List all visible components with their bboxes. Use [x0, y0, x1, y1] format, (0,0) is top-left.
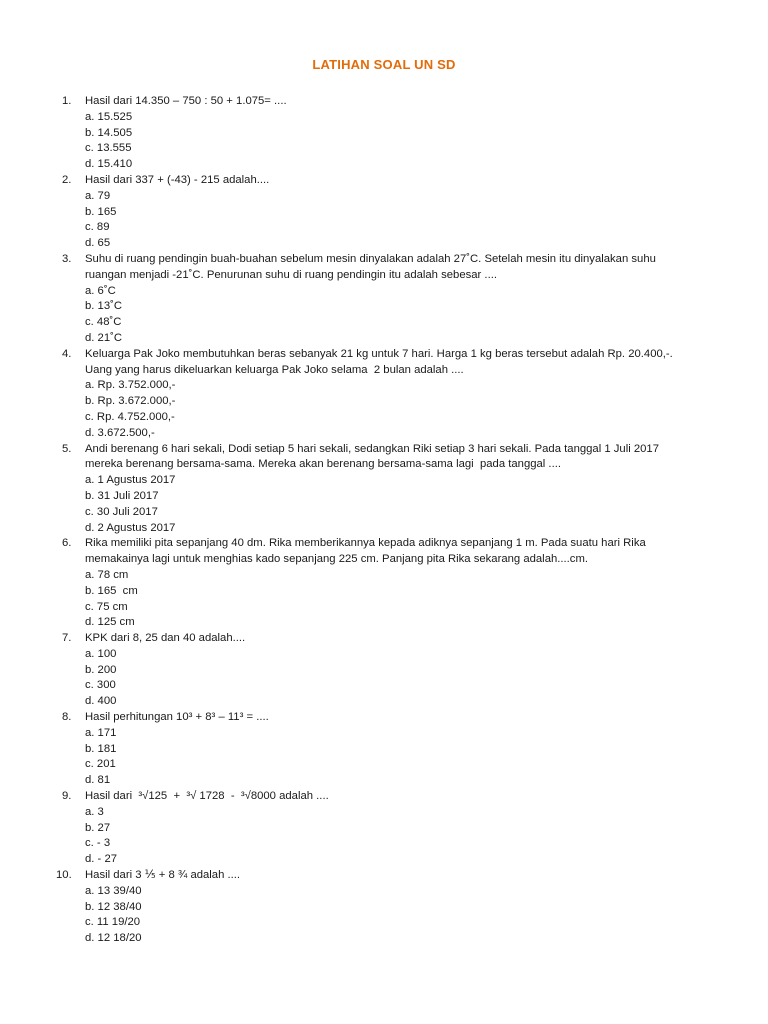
answer-option: a. 15.525 [85, 110, 133, 123]
question-list [56, 94, 719, 947]
answer-option: c. 11 19/20 [85, 916, 141, 929]
question-text: Andi berenang 6 hari sekali, Dodi setiap 5 hari sekali, sedangkan Riki setiap 3 hari sekali. Pada tanggal 1 Juli 2017 [85, 442, 659, 455]
question-item [59, 252, 719, 347]
answer-option: a. 6˚C [85, 284, 116, 297]
answer-option: c. 30 Juli 2017 [85, 505, 158, 518]
answer-option: a. 100 [85, 647, 117, 660]
answer-option: a. 79 [85, 189, 111, 202]
answer-option: b. 165 cm [85, 584, 138, 597]
answer-option: b. 31 Juli 2017 [85, 489, 159, 502]
answer-option: c. 75 cm [85, 600, 128, 613]
answer-option: a. 171 [85, 726, 117, 739]
question-item [59, 789, 719, 868]
answer-option: a. 13 39/40 [85, 884, 142, 897]
answer-option: b. 13˚C [85, 300, 123, 313]
question-text: Hasil dari 337 + (-43) - 215 adalah.... [85, 173, 270, 186]
question-number: 2. [62, 173, 72, 186]
question-item [59, 347, 719, 442]
answer-option: b. 14.505 [85, 126, 133, 139]
question-number: 9. [62, 790, 72, 803]
question-number: 6. [62, 537, 72, 550]
answer-option: b. Rp. 3.672.000,- [85, 395, 176, 408]
answer-option: d. 65 [85, 237, 111, 250]
question-number: 3. [62, 252, 72, 265]
answer-option: b. 181 [85, 742, 117, 755]
question-text: Hasil dari 3 ⅕ + 8 ¾ adalah .... [85, 869, 241, 882]
answer-option: d. 21˚C [85, 331, 123, 344]
question-item [56, 868, 719, 947]
question-number: 4. [62, 347, 72, 360]
question-text: KPK dari 8, 25 dan 40 adalah.... [85, 632, 246, 645]
question-text: mereka berenang bersama-sama. Mereka akan berenang bersama-sama lagi pada tanggal .... [85, 458, 561, 471]
question-item [59, 442, 719, 537]
answer-option: c. 201 [85, 758, 116, 771]
question-text: Suhu di ruang pendingin buah-buahan sebelum mesin dinyalakan adalah 27˚C. Setelah mesin itu dinyalakan suhu [85, 252, 656, 265]
question-number: 7. [62, 632, 72, 645]
worksheet-title: LATIHAN SOAL UN SD [312, 57, 456, 72]
answer-option: d. 125 cm [85, 616, 135, 629]
question-text: Rika memiliki pita sepanjang 40 dm. Rika memberikannya kepada adiknya sepanjang 1 m. Pada suatu hari Rika [85, 537, 646, 550]
answer-option: b. 27 [85, 821, 111, 834]
question-text: Hasil dari ³√125 + ³√ 1728 - ³√8000 adalah .... [85, 790, 329, 803]
question-text: Uang yang harus dikeluarkan keluarga Pak Joko selama 2 bulan adalah .... [85, 363, 464, 376]
question-item [59, 631, 719, 710]
question-item [59, 94, 719, 173]
question-number: 1. [62, 95, 72, 107]
answer-option: c. - 3 [85, 837, 111, 850]
answer-option: a. 3 [85, 805, 104, 818]
answer-option: c. 13.555 [85, 142, 132, 155]
question-text: Hasil dari 14.350 – 750 : 50 + 1.075= .... [85, 95, 287, 107]
question-text: Hasil perhitungan 10³ + 8³ – 11³ = .... [85, 711, 269, 724]
answer-option: d. 81 [85, 774, 111, 787]
answer-option: d. 400 [85, 695, 117, 708]
answer-option: a. 78 cm [85, 568, 129, 581]
question-text: Keluarga Pak Joko membutuhkan beras sebanyak 21 kg untuk 7 hari. Harga 1 kg beras tersebut adalah Rp. 20.400,-. [85, 347, 673, 360]
answer-option: a. Rp. 3.752.000,- [85, 379, 176, 392]
question-text: ruangan menjadi -21˚C. Penurunan suhu di ruang pendingin itu adalah sebesar .... [85, 268, 497, 281]
question-item [59, 710, 719, 789]
answer-option: b. 12 38/40 [85, 900, 142, 913]
answer-option: c. 89 [85, 221, 110, 234]
answer-option: c. 48˚C [85, 316, 122, 329]
answer-option: b. 200 [85, 663, 117, 676]
question-number: 5. [62, 442, 72, 455]
answer-option: b. 165 [85, 205, 117, 218]
answer-option: d. 2 Agustus 2017 [85, 521, 176, 534]
answer-option: c. Rp. 4.752.000,- [85, 410, 175, 423]
answer-option: a. 1 Agustus 2017 [85, 474, 176, 487]
answer-option: d. 3.672.500,- [85, 426, 155, 439]
question-number: 8. [62, 711, 72, 724]
answer-option: d. 12 18/20 [85, 932, 142, 945]
question-number: 10. [56, 869, 72, 882]
question-item [59, 536, 719, 631]
question-item [59, 173, 719, 252]
answer-option: d. - 27 [85, 853, 118, 866]
question-text: memakainya lagi untuk menghias kado sepanjang 225 cm. Panjang pita Rika sekarang adalah....cm. [85, 553, 589, 566]
answer-option: d. 15.410 [85, 158, 133, 171]
answer-option: c. 300 [85, 679, 116, 692]
